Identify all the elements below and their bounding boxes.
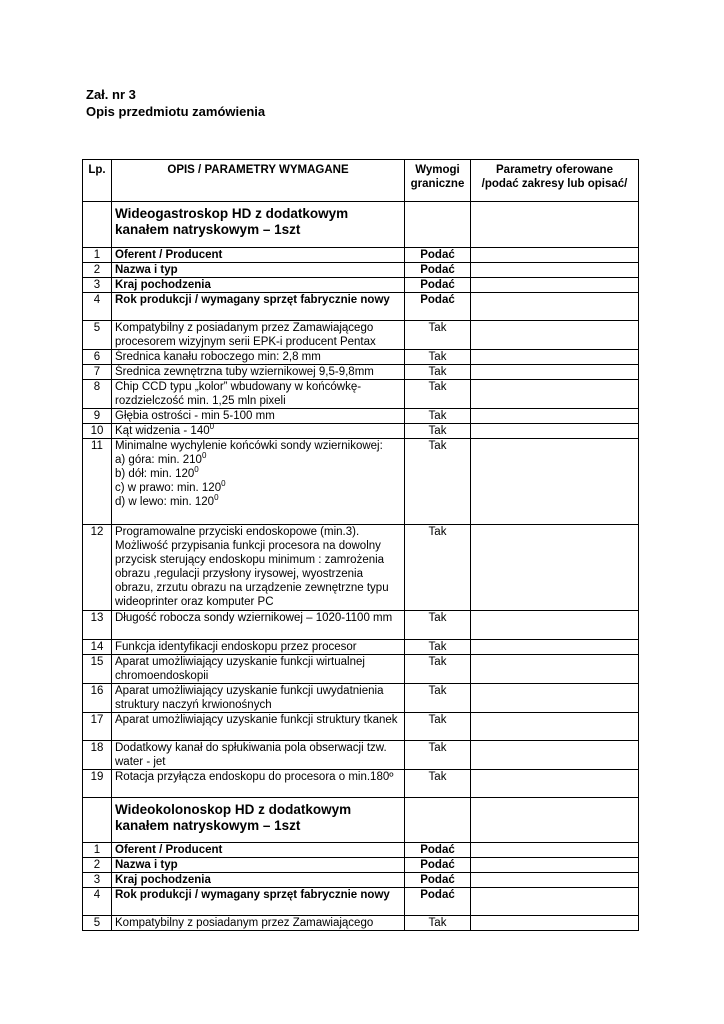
table-row: [83, 741, 639, 770]
deflection-text-c: c) w prawo: min. 120: [115, 482, 222, 494]
col-header-offer-line1: Parametry oferowane: [496, 164, 613, 176]
row-offer-cell: [471, 424, 639, 439]
degree-superscript: 0: [201, 451, 207, 461]
row-offer-cell: [471, 873, 639, 888]
row-number: 7: [83, 365, 112, 380]
degree-superscript: 0: [214, 493, 219, 503]
row-description: Kompatybilny z posiadanym przez Zamawiającego procesorem wizyjnym serii EPK-i producent Pentax: [112, 321, 405, 350]
row-number: 4: [83, 888, 112, 916]
row-number: 12: [83, 525, 112, 611]
row-number: 11: [83, 439, 112, 525]
col-header-req: [405, 160, 471, 202]
deflection-line-b: [115, 467, 401, 481]
row-requirement: Tak: [405, 424, 471, 439]
row-offer-cell: [471, 365, 639, 380]
row-description: Długość robocza sondy wziernikowej – 1020-1100 mm: [112, 611, 405, 640]
section-title-line1: Wideokolonoskop HD z dodatkowym: [115, 802, 352, 817]
viewing-angle-text: Kąt widzenia - 140: [115, 425, 210, 437]
col-header-req-line1: Wymogi: [415, 164, 460, 176]
table-row: [83, 655, 639, 684]
row-offer-cell: [471, 350, 639, 365]
row-requirement: Tak: [405, 365, 471, 380]
row-offer-cell: [471, 263, 639, 278]
row-offer-cell: [471, 439, 639, 525]
row-requirement: Podać: [405, 293, 471, 321]
deflection-text-d: d) w lewo: min. 120: [115, 496, 215, 508]
row-description: Chip CCD typu „kolor” wbudowany w końcówkę- rozdzielczość min. 1,25 mln pixeli: [112, 380, 405, 409]
row-description: Programowalne przyciski endoskopowe (min.3). Możliwość przypisania funkcji procesora na dowolny przycisk sterujący endoskopu minimum : zamrożenia obrazu ,regulacji przysłony irysowej, wyostrzenia obrazu, zrzutu obrazu na urządzenie zewnętrzne typu wideoprinter oraz komputer PC: [112, 525, 405, 611]
row-requirement: Podać: [405, 858, 471, 873]
table-row: [83, 916, 639, 931]
row-description: Kraj pochodzenia: [112, 873, 405, 888]
document-title: Opis przedmiotu zamówienia: [86, 104, 266, 119]
row-description: [112, 439, 405, 525]
row-requirement: Tak: [405, 380, 471, 409]
row-number: 1: [83, 248, 112, 263]
row-number: 19: [83, 770, 112, 798]
row-number: 14: [83, 640, 112, 655]
deflection-line-a: [115, 453, 401, 467]
row-offer-cell: [471, 888, 639, 916]
row-description: Dodatkowy kanał do spłukiwania pola obserwacji tzw. water - jet: [112, 741, 405, 770]
row-number: 3: [83, 278, 112, 293]
row-requirement: Tak: [405, 713, 471, 741]
table-row: [83, 424, 639, 439]
section-offer-cell: [471, 202, 639, 248]
table-row: [83, 888, 639, 916]
deflection-line-d: [115, 495, 401, 509]
row-description: Rok produkcji / wymagany sprzęt fabrycznie nowy: [112, 888, 405, 916]
table-row: [83, 293, 639, 321]
row-description: Aparat umożliwiający uzyskanie funkcji struktury tkanek: [112, 713, 405, 741]
table-row: [83, 525, 639, 611]
row-offer-cell: [471, 525, 639, 611]
col-header-offer-line2: /podać zakresy lub opisać/: [481, 178, 628, 190]
row-requirement: Podać: [405, 873, 471, 888]
deflection-text-b: b) dół: min. 120: [115, 468, 195, 480]
row-number: 13: [83, 611, 112, 640]
row-requirement: Tak: [405, 611, 471, 640]
row-requirement: Tak: [405, 770, 471, 798]
section-title-line2: kanałem natryskowym – 1szt: [115, 222, 301, 237]
row-number: 9: [83, 409, 112, 424]
degree-superscript: 0: [221, 479, 226, 489]
row-offer-cell: [471, 321, 639, 350]
row-requirement: Tak: [405, 741, 471, 770]
section-title-line2: kanałem natryskowym – 1szt: [115, 818, 301, 833]
row-requirement: Podać: [405, 888, 471, 916]
row-offer-cell: [471, 741, 639, 770]
deflection-intro: Minimalne wychylenie końcówki sondy wziernikowej:: [115, 440, 383, 452]
table-row: [83, 380, 639, 409]
row-offer-cell: [471, 293, 639, 321]
table-row: [83, 858, 639, 873]
table-row: [83, 843, 639, 858]
section-req-empty: [405, 798, 471, 843]
row-number: 18: [83, 741, 112, 770]
table-row: [83, 321, 639, 350]
attachment-number: Zał. nr 3: [86, 87, 136, 102]
section-title: [112, 202, 405, 248]
row-offer-cell: [471, 409, 639, 424]
table-row: [83, 684, 639, 713]
row-description: Rotacja przyłącza endoskopu do procesora o min.180º: [112, 770, 405, 798]
row-description: Nazwa i typ: [112, 858, 405, 873]
table-row: [83, 365, 639, 380]
row-offer-cell: [471, 380, 639, 409]
row-offer-cell: [471, 655, 639, 684]
row-description: Oferent / Producent: [112, 248, 405, 263]
row-description: Aparat umożliwiający uzyskanie funkcji uwydatnienia struktury naczyń krwionośnych: [112, 684, 405, 713]
col-header-desc: OPIS / PARAMETRY WYMAGANE: [112, 160, 405, 202]
row-number: 2: [83, 263, 112, 278]
document-heading: [86, 86, 265, 120]
row-number: 5: [83, 916, 112, 931]
table-row: [83, 263, 639, 278]
table-row: [83, 350, 639, 365]
col-header-lp: Lp.: [83, 160, 112, 202]
row-offer-cell: [471, 684, 639, 713]
row-offer-cell: [471, 278, 639, 293]
spec-table: [82, 159, 639, 931]
row-requirement: Podać: [405, 248, 471, 263]
row-requirement: Tak: [405, 321, 471, 350]
section-req-empty: [405, 202, 471, 248]
spec-table-body: [83, 160, 639, 931]
row-requirement: Podać: [405, 843, 471, 858]
section-title: [112, 798, 405, 843]
row-number: 4: [83, 293, 112, 321]
row-description: Kraj pochodzenia: [112, 278, 405, 293]
row-offer-cell: [471, 248, 639, 263]
table-row: [83, 713, 639, 741]
row-description: Nazwa i typ: [112, 263, 405, 278]
deflection-line-c: [115, 481, 401, 495]
section-lp-empty: [83, 798, 112, 843]
row-description: Średnica kanału roboczego min: 2,8 mm: [112, 350, 405, 365]
row-description: Oferent / Producent: [112, 843, 405, 858]
table-row: [83, 770, 639, 798]
row-offer-cell: [471, 843, 639, 858]
row-number: 5: [83, 321, 112, 350]
row-offer-cell: [471, 916, 639, 931]
row-number: 10: [83, 424, 112, 439]
row-requirement: Tak: [405, 350, 471, 365]
degree-superscript: 0: [194, 465, 199, 475]
section-offer-cell: [471, 798, 639, 843]
table-row: [83, 278, 639, 293]
row-number: 2: [83, 858, 112, 873]
row-requirement: Tak: [405, 409, 471, 424]
row-requirement: Tak: [405, 916, 471, 931]
row-number: 6: [83, 350, 112, 365]
row-number: 15: [83, 655, 112, 684]
row-description: Funkcja identyfikacji endoskopu przez procesor: [112, 640, 405, 655]
table-row: [83, 248, 639, 263]
row-description: Głębia ostrości - min 5-100 mm: [112, 409, 405, 424]
row-requirement: Tak: [405, 684, 471, 713]
row-requirement: Tak: [405, 525, 471, 611]
table-row: [83, 611, 639, 640]
row-offer-cell: [471, 770, 639, 798]
row-offer-cell: [471, 611, 639, 640]
table-row: [83, 640, 639, 655]
section-lp-empty: [83, 202, 112, 248]
row-offer-cell: [471, 713, 639, 741]
row-description: Kompatybilny z posiadanym przez Zamawiającego: [112, 916, 405, 931]
deflection-text-a: a) góra: min. 210: [115, 454, 202, 466]
row-requirement: Tak: [405, 655, 471, 684]
section-row: [83, 798, 639, 843]
row-description: [112, 424, 405, 439]
row-offer-cell: [471, 858, 639, 873]
row-offer-cell: [471, 640, 639, 655]
row-number: 8: [83, 380, 112, 409]
row-number: 3: [83, 873, 112, 888]
degree-superscript: 0: [209, 423, 215, 432]
row-number: 1: [83, 843, 112, 858]
col-header-req-line2: graniczne: [410, 178, 465, 190]
row-requirement: Podać: [405, 278, 471, 293]
row-description: Średnica zewnętrzna tuby wziernikowej 9,5-9,8mm: [112, 365, 405, 380]
section-row: [83, 202, 639, 248]
table-row: [83, 409, 639, 424]
row-requirement: Tak: [405, 439, 471, 525]
row-number: 17: [83, 713, 112, 741]
table-row: [83, 873, 639, 888]
table-header-row: [83, 160, 639, 202]
row-number: 16: [83, 684, 112, 713]
col-header-offer: [471, 160, 639, 202]
row-requirement: Podać: [405, 263, 471, 278]
table-row: [83, 439, 639, 525]
row-description: Rok produkcji / wymagany sprzęt fabrycznie nowy: [112, 293, 405, 321]
row-description: Aparat umożliwiający uzyskanie funkcji wirtualnej chromoendoskopii: [112, 655, 405, 684]
section-title-line1: Wideogastroskop HD z dodatkowym: [115, 206, 349, 221]
row-requirement: Tak: [405, 640, 471, 655]
